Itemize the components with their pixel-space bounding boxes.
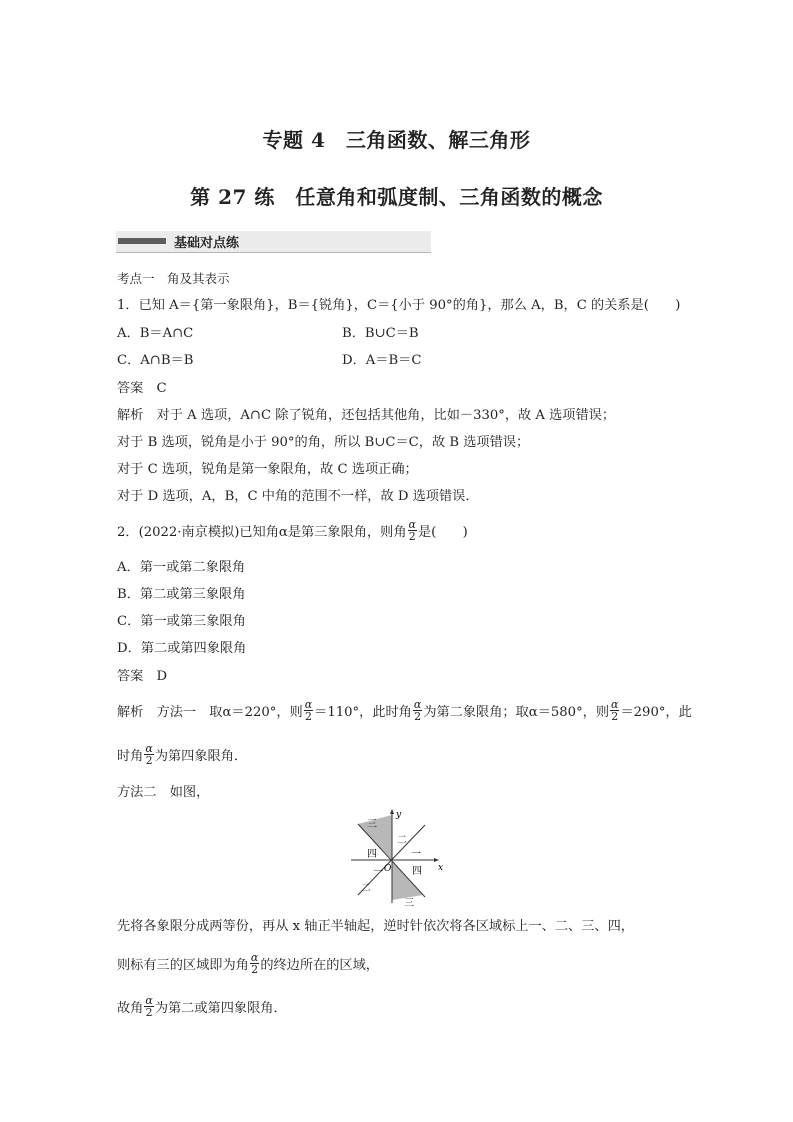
q1-analysis-2: 对于 B 选项，锐角是小于 90°的角，所以 B∪C＝C，故 B 选项错误； — [117, 435, 530, 450]
q2-option-b: B．第二或第三象限角 — [117, 587, 246, 602]
region-label: 三 — [404, 898, 414, 909]
q1-option-a: A．B＝A∩C — [117, 326, 194, 341]
q2-option-a: A．第一或第二象限角 — [117, 560, 246, 575]
y-axis-label: y — [396, 810, 402, 820]
kaodian-heading: 考点一 角及其表示 — [117, 271, 230, 286]
q1-answer: 答案 C — [117, 381, 167, 396]
region-label: 四 — [412, 866, 422, 877]
q2-answer: 答案 D — [117, 669, 168, 684]
region-label: 二 — [397, 835, 407, 846]
region-label: 一 — [373, 867, 383, 878]
half-alpha-fraction: $\frac{\alpha}{2}$ — [408, 518, 416, 543]
q2-stem — [117, 518, 468, 544]
q2-option-d: D．第二或第四象限角 — [117, 641, 247, 656]
half-alpha-fraction: $\frac{\alpha}{2}$ — [145, 742, 153, 767]
section-header — [116, 231, 431, 253]
half-alpha-fraction: $\frac{\alpha}{2}$ — [413, 698, 422, 723]
half-alpha-fraction: $\frac{\alpha}{2}$ — [304, 698, 313, 723]
region-label: 三 — [367, 819, 377, 830]
q1-analysis-3: 对于 C 选项，锐角是第一象限角，故 C 选项正确； — [117, 462, 418, 477]
q2-stem-pre: 2．(2022·南京模拟)已知角α是第三象限角，则角 — [117, 525, 407, 540]
q1-analysis-1: 解析 对于 A 选项，A∩C 除了锐角，还包括其他角，比如－330°，故 A 选项错误； — [117, 408, 616, 423]
q2-method2: 方法二 如图， — [117, 785, 210, 800]
region-label: 二 — [361, 883, 371, 894]
q1-option-c: C．A∩B＝B — [117, 353, 194, 368]
topic-title: 专题 4 三角函数、解三角形 — [262, 128, 531, 152]
section-label: 基础对点练 — [174, 236, 240, 251]
q2-method1-line2: 时角 $\frac{\alpha}{2}$ 为第四象限角． — [117, 742, 248, 767]
q2-method2-line1: 先将各象限分成两等份，再从 x 轴正半轴起，逆时针依次将各区域标上一、二、三、四， — [117, 919, 634, 934]
q1-stem: 1．已知 A＝{第一象限角}，B＝{锐角}，C＝{小于 90°的角}，那么 A，B，C 的关系是( ) — [117, 298, 681, 313]
q1-analysis-4: 对于 D 选项，A，B，C 中角的范围不一样，故 D 选项错误． — [117, 489, 479, 504]
region-label: 一 — [411, 849, 421, 860]
origin-label: O — [384, 864, 392, 874]
q1-option-d: D．A＝B＝C — [342, 353, 422, 368]
y-axis-arrow — [390, 809, 394, 814]
q2-method1-line1: 解析 方法一 取α＝220°，则 $\frac{\alpha}{2}$ ＝110°，此时角 $\frac{\alpha}{2}$ 为第二象限角；取α＝580°，则 $\frac{\alpha}{2}$ ＝290°，此 — [117, 698, 692, 723]
q2-option-c: C．第一或第三象限角 — [117, 614, 246, 629]
q2-method2-line2: 则标有三的区域即为角 $\frac{\alpha}{2}$ 的终边所在的区域， — [117, 951, 379, 976]
q2-method2-line3: 故角 $\frac{\alpha}{2}$ 为第二或第四象限角． — [117, 994, 287, 1019]
x-axis-label: x — [438, 863, 444, 873]
half-alpha-fraction: $\frac{\alpha}{2}$ — [145, 994, 153, 1019]
q2-stem-post: 是( ) — [417, 525, 468, 540]
q1-option-b: B．B∪C＝B — [342, 326, 419, 341]
quadrant-diagram — [345, 805, 450, 910]
region-label: 四 — [367, 849, 377, 860]
half-alpha-fraction: $\frac{\alpha}{2}$ — [611, 698, 619, 723]
section-bar-decoration — [118, 238, 166, 244]
x-axis-arrow — [434, 858, 439, 862]
half-alpha-fraction: $\frac{\alpha}{2}$ — [250, 951, 259, 976]
lesson-title: 第 27 练 任意角和弧度制、三角函数的概念 — [190, 185, 603, 209]
